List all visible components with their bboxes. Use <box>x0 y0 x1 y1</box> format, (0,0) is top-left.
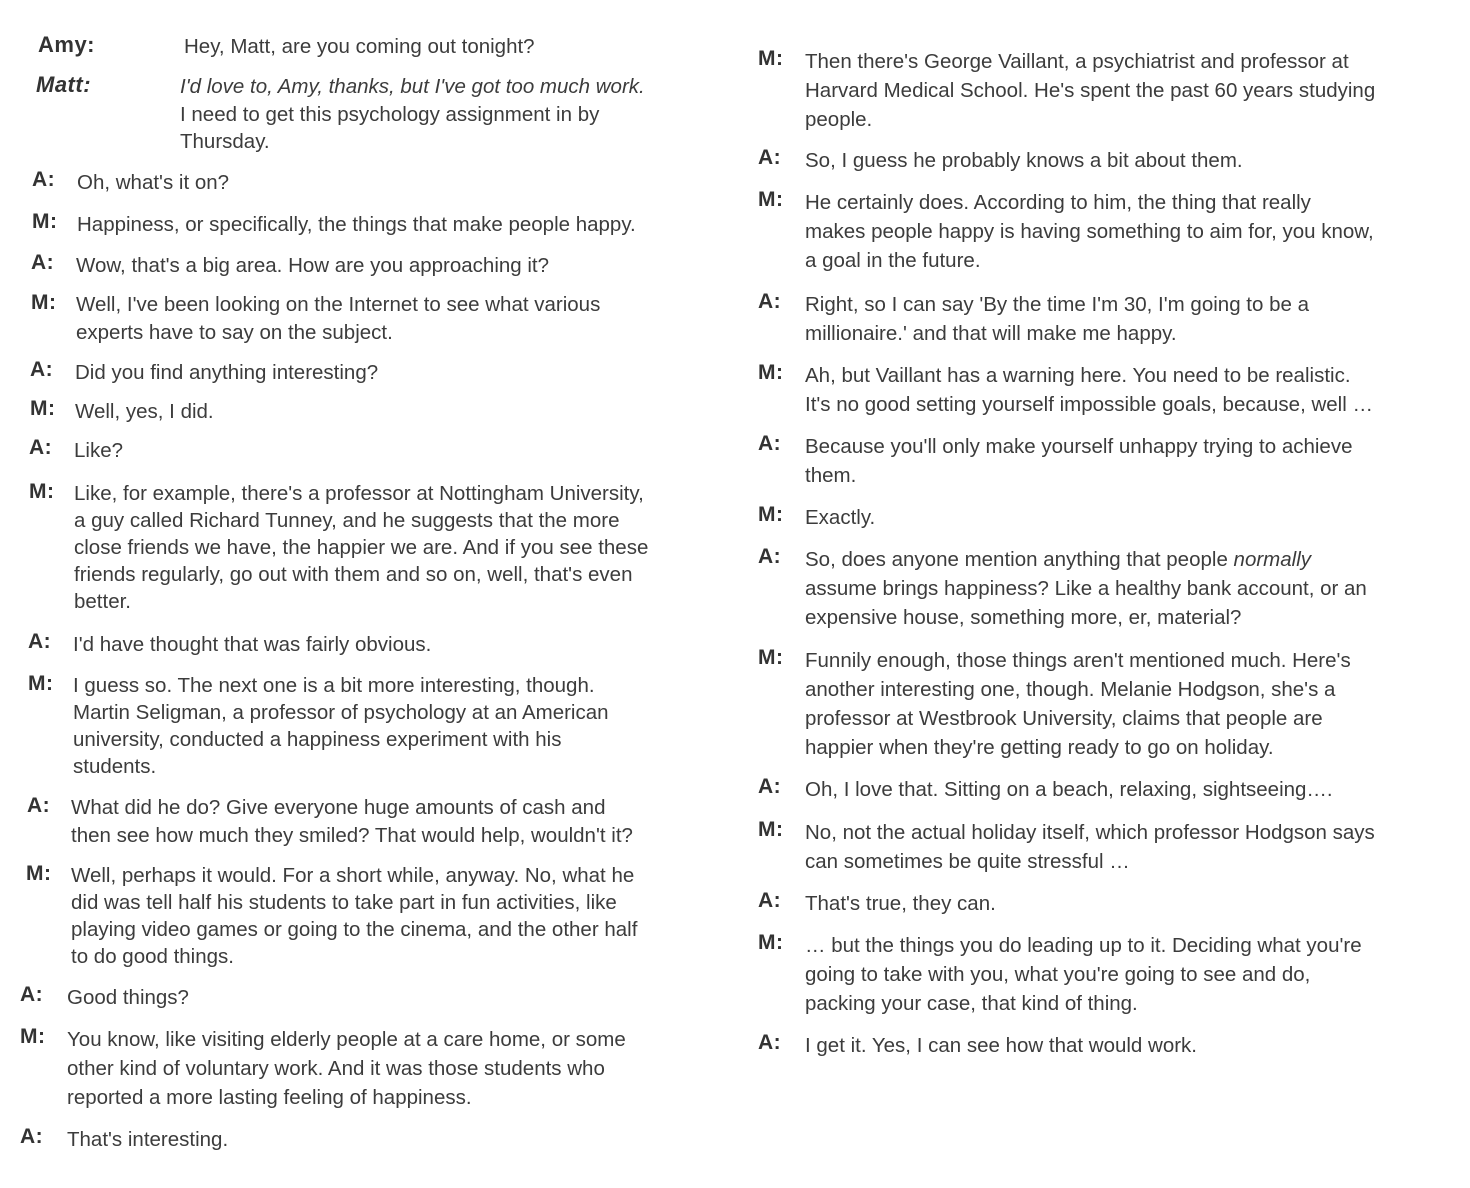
speaker-label: A: <box>758 146 782 169</box>
dialogue-line <box>758 1031 1197 1060</box>
dialogue-text: Ah, but Vaillant has a warning here. You need to be realistic. It's no good setting yourself impossible goals, because, well … <box>805 364 1373 416</box>
dialogue-line <box>28 630 431 659</box>
dialogue-text: Funnily enough, those things aren't mentioned much. Here's another interesting one, though. Melanie Hodgson, she's a professor at Westbrook University, claims that people are happier when they're getting ready to go on holiday. <box>805 649 1351 759</box>
speaker-label: A: <box>30 358 54 381</box>
dialogue-line <box>758 931 1362 1018</box>
dialogue-text: What did he do? Give everyone huge amounts of cash and then see how much they smiled? That would help, wouldn't it? <box>71 796 633 847</box>
dialogue-text: Well, I've been looking on the Internet to see what various experts have to say on the subject. <box>76 293 601 344</box>
speaker-label: M: <box>26 862 52 885</box>
dialogue-text-italic: I'd love to, Amy, thanks, but I've got too much work. <box>180 75 645 98</box>
dialogue-text: So, I guess he probably knows a bit about them. <box>805 149 1243 172</box>
speaker-label: A: <box>20 1125 44 1148</box>
dialogue-text: Like? <box>74 439 124 462</box>
speaker-label: M: <box>758 188 784 211</box>
dialogue-line <box>26 862 637 970</box>
dialogue-text: … but the things you do leading up to it. Deciding what you're going to take with you, what you're going to see and do, packing your case, that kind of thing. <box>805 934 1362 1015</box>
speaker-label: A: <box>27 794 51 817</box>
dialogue-line <box>20 983 189 1012</box>
dialogue-line <box>758 545 1367 632</box>
dialogue-line <box>758 290 1309 348</box>
speaker-label: M: <box>758 646 784 669</box>
speaker-label: A: <box>758 432 782 455</box>
dialogue-line <box>29 436 123 465</box>
dialogue-line <box>32 168 229 197</box>
speaker-label: A: <box>31 251 55 274</box>
dialogue-line <box>28 672 609 780</box>
dialogue-line <box>758 188 1374 275</box>
dialogue-text: Good things? <box>67 986 189 1009</box>
dialogue-text: Oh, I love that. Sitting on a beach, relaxing, sightseeing…. <box>805 778 1333 801</box>
speaker-label: A: <box>758 1031 782 1054</box>
dialogue-line <box>758 361 1373 419</box>
dialogue-text: Hey, Matt, are you coming out tonight? <box>184 35 535 58</box>
speaker-label: M: <box>29 480 55 503</box>
dialogue-text: Oh, what's it on? <box>77 171 230 194</box>
speaker-label: M: <box>758 361 784 384</box>
speaker-label: M: <box>32 210 58 233</box>
dialogue-line <box>38 32 535 61</box>
dialogue-line <box>30 397 214 426</box>
dialogue-text: Then there's George Vaillant, a psychiatrist and professor at Harvard Medical School. He's spent the past 60 years studying people. <box>805 50 1376 131</box>
dialogue-text <box>805 545 1367 632</box>
speaker-label: A: <box>29 436 53 459</box>
dialogue-line <box>31 251 549 280</box>
dialogue-line <box>20 1025 626 1112</box>
dialogue-text: I need to get this psychology assignment in by Thursday. <box>180 103 600 153</box>
speaker-label: M: <box>758 503 784 526</box>
dialogue-line <box>20 1125 228 1154</box>
dialogue-text: Wow, that's a big area. How are you approaching it? <box>76 254 550 277</box>
dialogue-line <box>758 646 1351 762</box>
dialogue-text: No, not the actual holiday itself, which professor Hodgson says can sometimes be quite stressful … <box>805 821 1375 873</box>
dialogue-line <box>758 503 875 532</box>
dialogue-line <box>758 146 1243 175</box>
speaker-label: Amy: <box>38 32 96 57</box>
dialogue-line <box>36 72 645 155</box>
speaker-label: M: <box>758 931 784 954</box>
dialogue-line <box>31 291 600 347</box>
speaker-label: M: <box>28 672 54 695</box>
dialogue-line <box>27 794 633 850</box>
speaker-label: A: <box>20 983 44 1006</box>
dialogue-text: You know, like visiting elderly people at a care home, or some other kind of voluntary work. And it was those students who reported a more lasting feeling of happiness. <box>67 1028 626 1109</box>
speaker-label: A: <box>32 168 56 191</box>
dialogue-text: Like, for example, there's a professor at Nottingham University, a guy called Richard Tunney, and he suggests that the more close friends we have, the happier we are. And if you see these friends regularly, go out with them and so on, well, that's even better. <box>74 482 649 613</box>
dialogue-text: I guess so. The next one is a bit more interesting, though. Martin Seligman, a professor of psychology at an American university, conducted a happiness experiment with his students. <box>73 674 609 778</box>
dialogue-line <box>32 210 636 239</box>
dialogue-text: Did you find anything interesting? <box>75 361 379 384</box>
dialogue-line <box>29 480 648 615</box>
dialogue-line <box>758 47 1375 134</box>
speaker-label: A: <box>758 775 782 798</box>
dialogue-text: Happiness, or specifically, the things that make people happy. <box>77 213 636 236</box>
dialogue-text-group <box>180 72 645 155</box>
speaker-label: Matt: <box>36 72 92 97</box>
dialogue-line <box>758 432 1352 490</box>
dialogue-line <box>758 818 1375 876</box>
speaker-label: M: <box>758 818 784 841</box>
dialogue-text: That's true, they can. <box>805 892 996 915</box>
speaker-label: A: <box>28 630 52 653</box>
speaker-label: A: <box>758 290 782 313</box>
dialogue-text: Because you'll only make yourself unhappy trying to achieve them. <box>805 435 1353 487</box>
speaker-label: M: <box>20 1025 46 1048</box>
dialogue-text-part: So, does anyone mention anything that people <box>805 548 1234 571</box>
dialogue-text-part: assume brings happiness? Like a healthy bank account, or an expensive house, something more, er, material? <box>805 577 1367 629</box>
dialogue-text: That's interesting. <box>67 1128 229 1151</box>
speaker-label: A: <box>758 545 782 568</box>
dialogue-line <box>30 358 378 387</box>
dialogue-text-emphasis: normally <box>1233 548 1312 571</box>
dialogue-text: He certainly does. According to him, the thing that really makes people happy is having something to aim for, you know, a goal in the future. <box>805 191 1374 272</box>
dialogue-line <box>758 775 1333 804</box>
speaker-label: M: <box>30 397 56 420</box>
speaker-label: M: <box>31 291 57 314</box>
dialogue-text: Well, yes, I did. <box>75 400 214 423</box>
dialogue-text: Right, so I can say 'By the time I'm 30, I'm going to be a millionaire.' and that will make me happy. <box>805 293 1309 345</box>
dialogue-text: Well, perhaps it would. For a short while, anyway. No, what he did was tell half his students to take part in fun activities, like playing video games or going to the cinema, and the other half to do good things. <box>71 864 638 968</box>
dialogue-text: Exactly. <box>805 506 876 529</box>
speaker-label: A: <box>758 889 782 912</box>
dialogue-text: I get it. Yes, I can see how that would work. <box>805 1034 1198 1057</box>
dialogue-text: I'd have thought that was fairly obvious. <box>73 633 432 656</box>
dialogue-line <box>758 889 996 918</box>
speaker-label: M: <box>758 47 784 70</box>
